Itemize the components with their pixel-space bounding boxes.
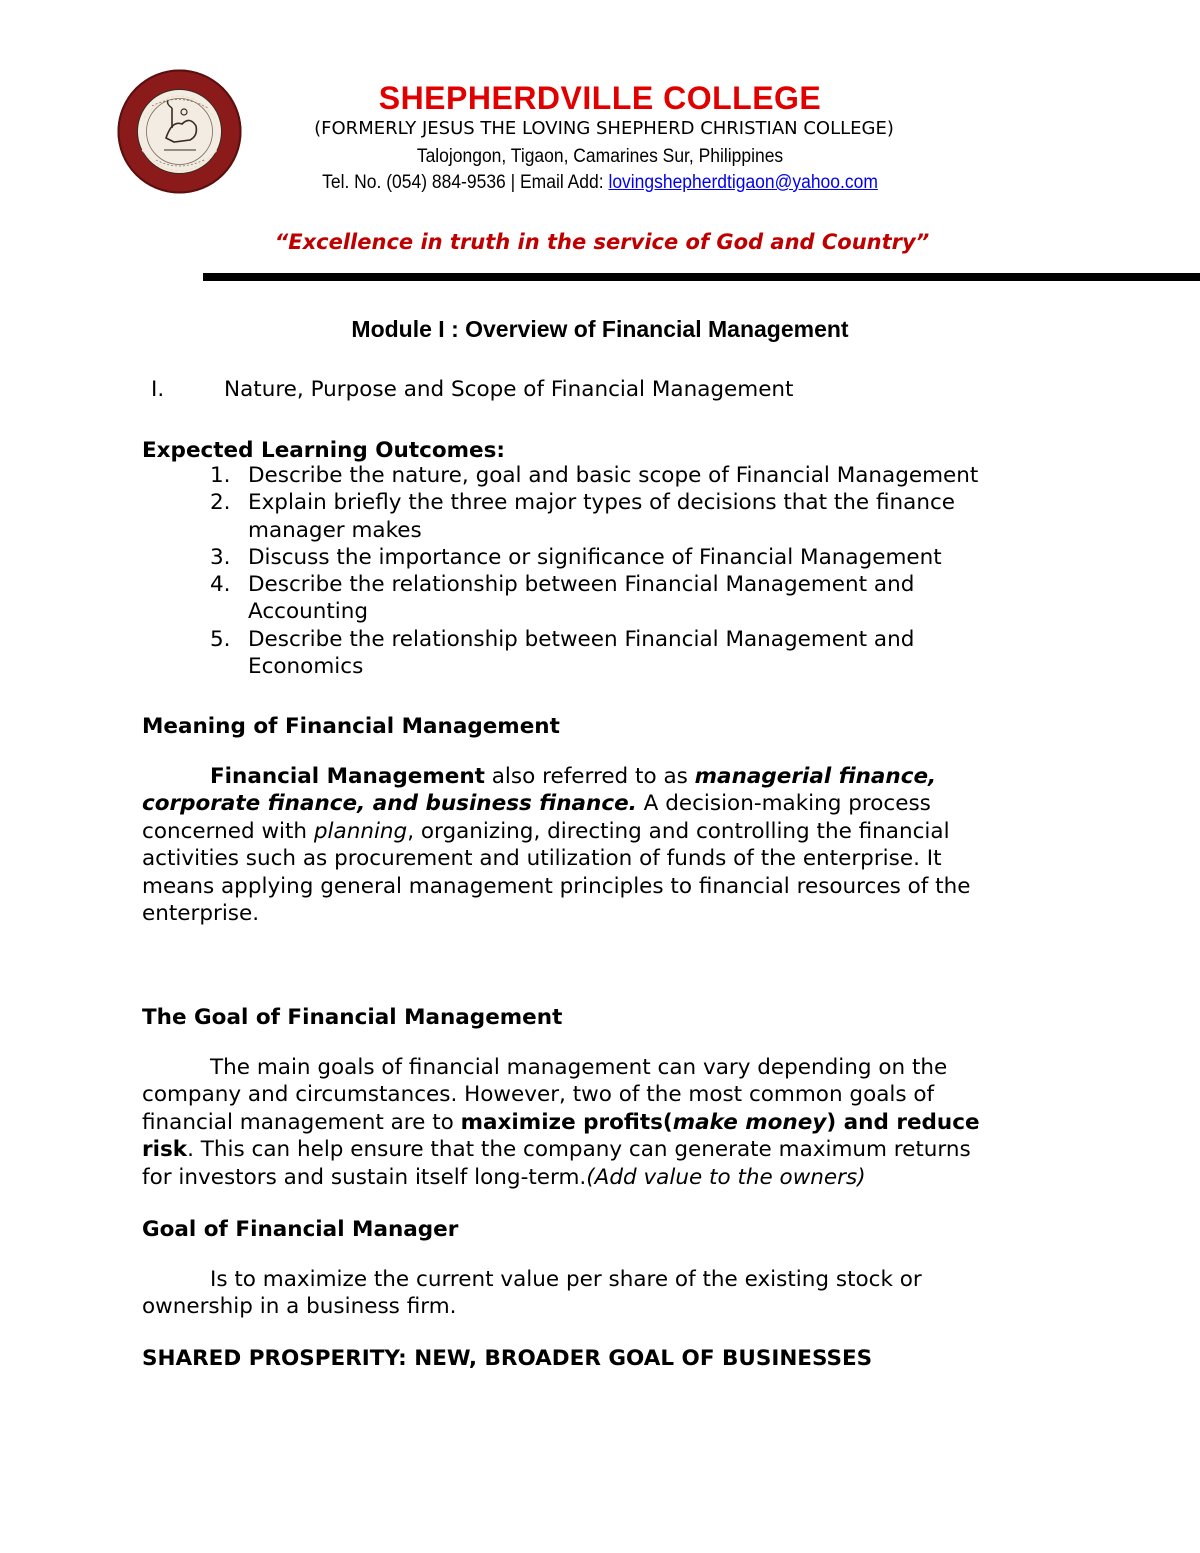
section-title: Nature, Purpose and Scope of Financial Management [224, 377, 794, 402]
list-item: 1. Describe the nature, goal and basic scope of Financial Management [210, 463, 979, 488]
list-item: 2. Explain briefly the three major types of decisions that the finance manager makes [210, 490, 955, 543]
email-link[interactable]: lovingshepherdtigaon@yahoo.com [608, 172, 878, 193]
contact-tel: Tel. No. (054) 884-9536 | Email Add: [322, 172, 609, 193]
college-contact [48, 172, 1152, 194]
list-item: 4. Describe the relationship between Financial Management and Accounting [210, 572, 915, 625]
section-number: I. [151, 377, 165, 402]
goal-paragraph: The main goals of financial management can vary depending on the company and circumstances. However, two of the most common goals of financial management are to maximize profits(make money) and reduce risk. This can help ensure that the company can generate maximum returns for investors and sustain itself long-term.(Add value to the owners) [142, 1055, 980, 1190]
goal-heading: The Goal of Financial Management [142, 1005, 563, 1030]
outcomes-heading: Expected Learning Outcomes: [142, 438, 506, 463]
header-divider [203, 273, 1200, 281]
meaning-heading: Meaning of Financial Management [142, 714, 560, 739]
module-title: Module I : Overview of Financial Management [351, 316, 849, 342]
meaning-paragraph: Financial Management also referred to as managerial finance, corporate finance, and business finance. A decision-making process concerned with planning, organizing, directing and controlling the financial activities such as procurement and utilization of funds of the enterprise. It means applying general management principles to financial resources of the enterprise. [142, 764, 971, 927]
list-item: 3. Discuss the importance or significance of Financial Management [210, 544, 942, 570]
list-item: 5. Describe the relationship between Financial Management and Economics [210, 626, 915, 680]
manager-heading: Goal of Financial Manager [142, 1217, 459, 1242]
college-former-name: (FORMERLY JESUS THE LOVING SHEPHERD CHRISTIAN COLLEGE) [314, 118, 894, 139]
outcomes-list [210, 462, 978, 680]
college-address: Talojongon, Tigaon, Camarines Sur, Philippines [416, 146, 784, 167]
college-motto: “Excellence in truth in the service of God and Country” [274, 230, 930, 254]
college-name: SHEPHERDVILLE COLLEGE [378, 80, 822, 116]
manager-paragraph: Is to maximize the current value per share of the existing stock or ownership in a business firm. [142, 1267, 922, 1320]
shared-prosperity-heading: SHARED PROSPERITY: NEW, BROADER GOAL OF BUSINESSES [142, 1346, 873, 1371]
